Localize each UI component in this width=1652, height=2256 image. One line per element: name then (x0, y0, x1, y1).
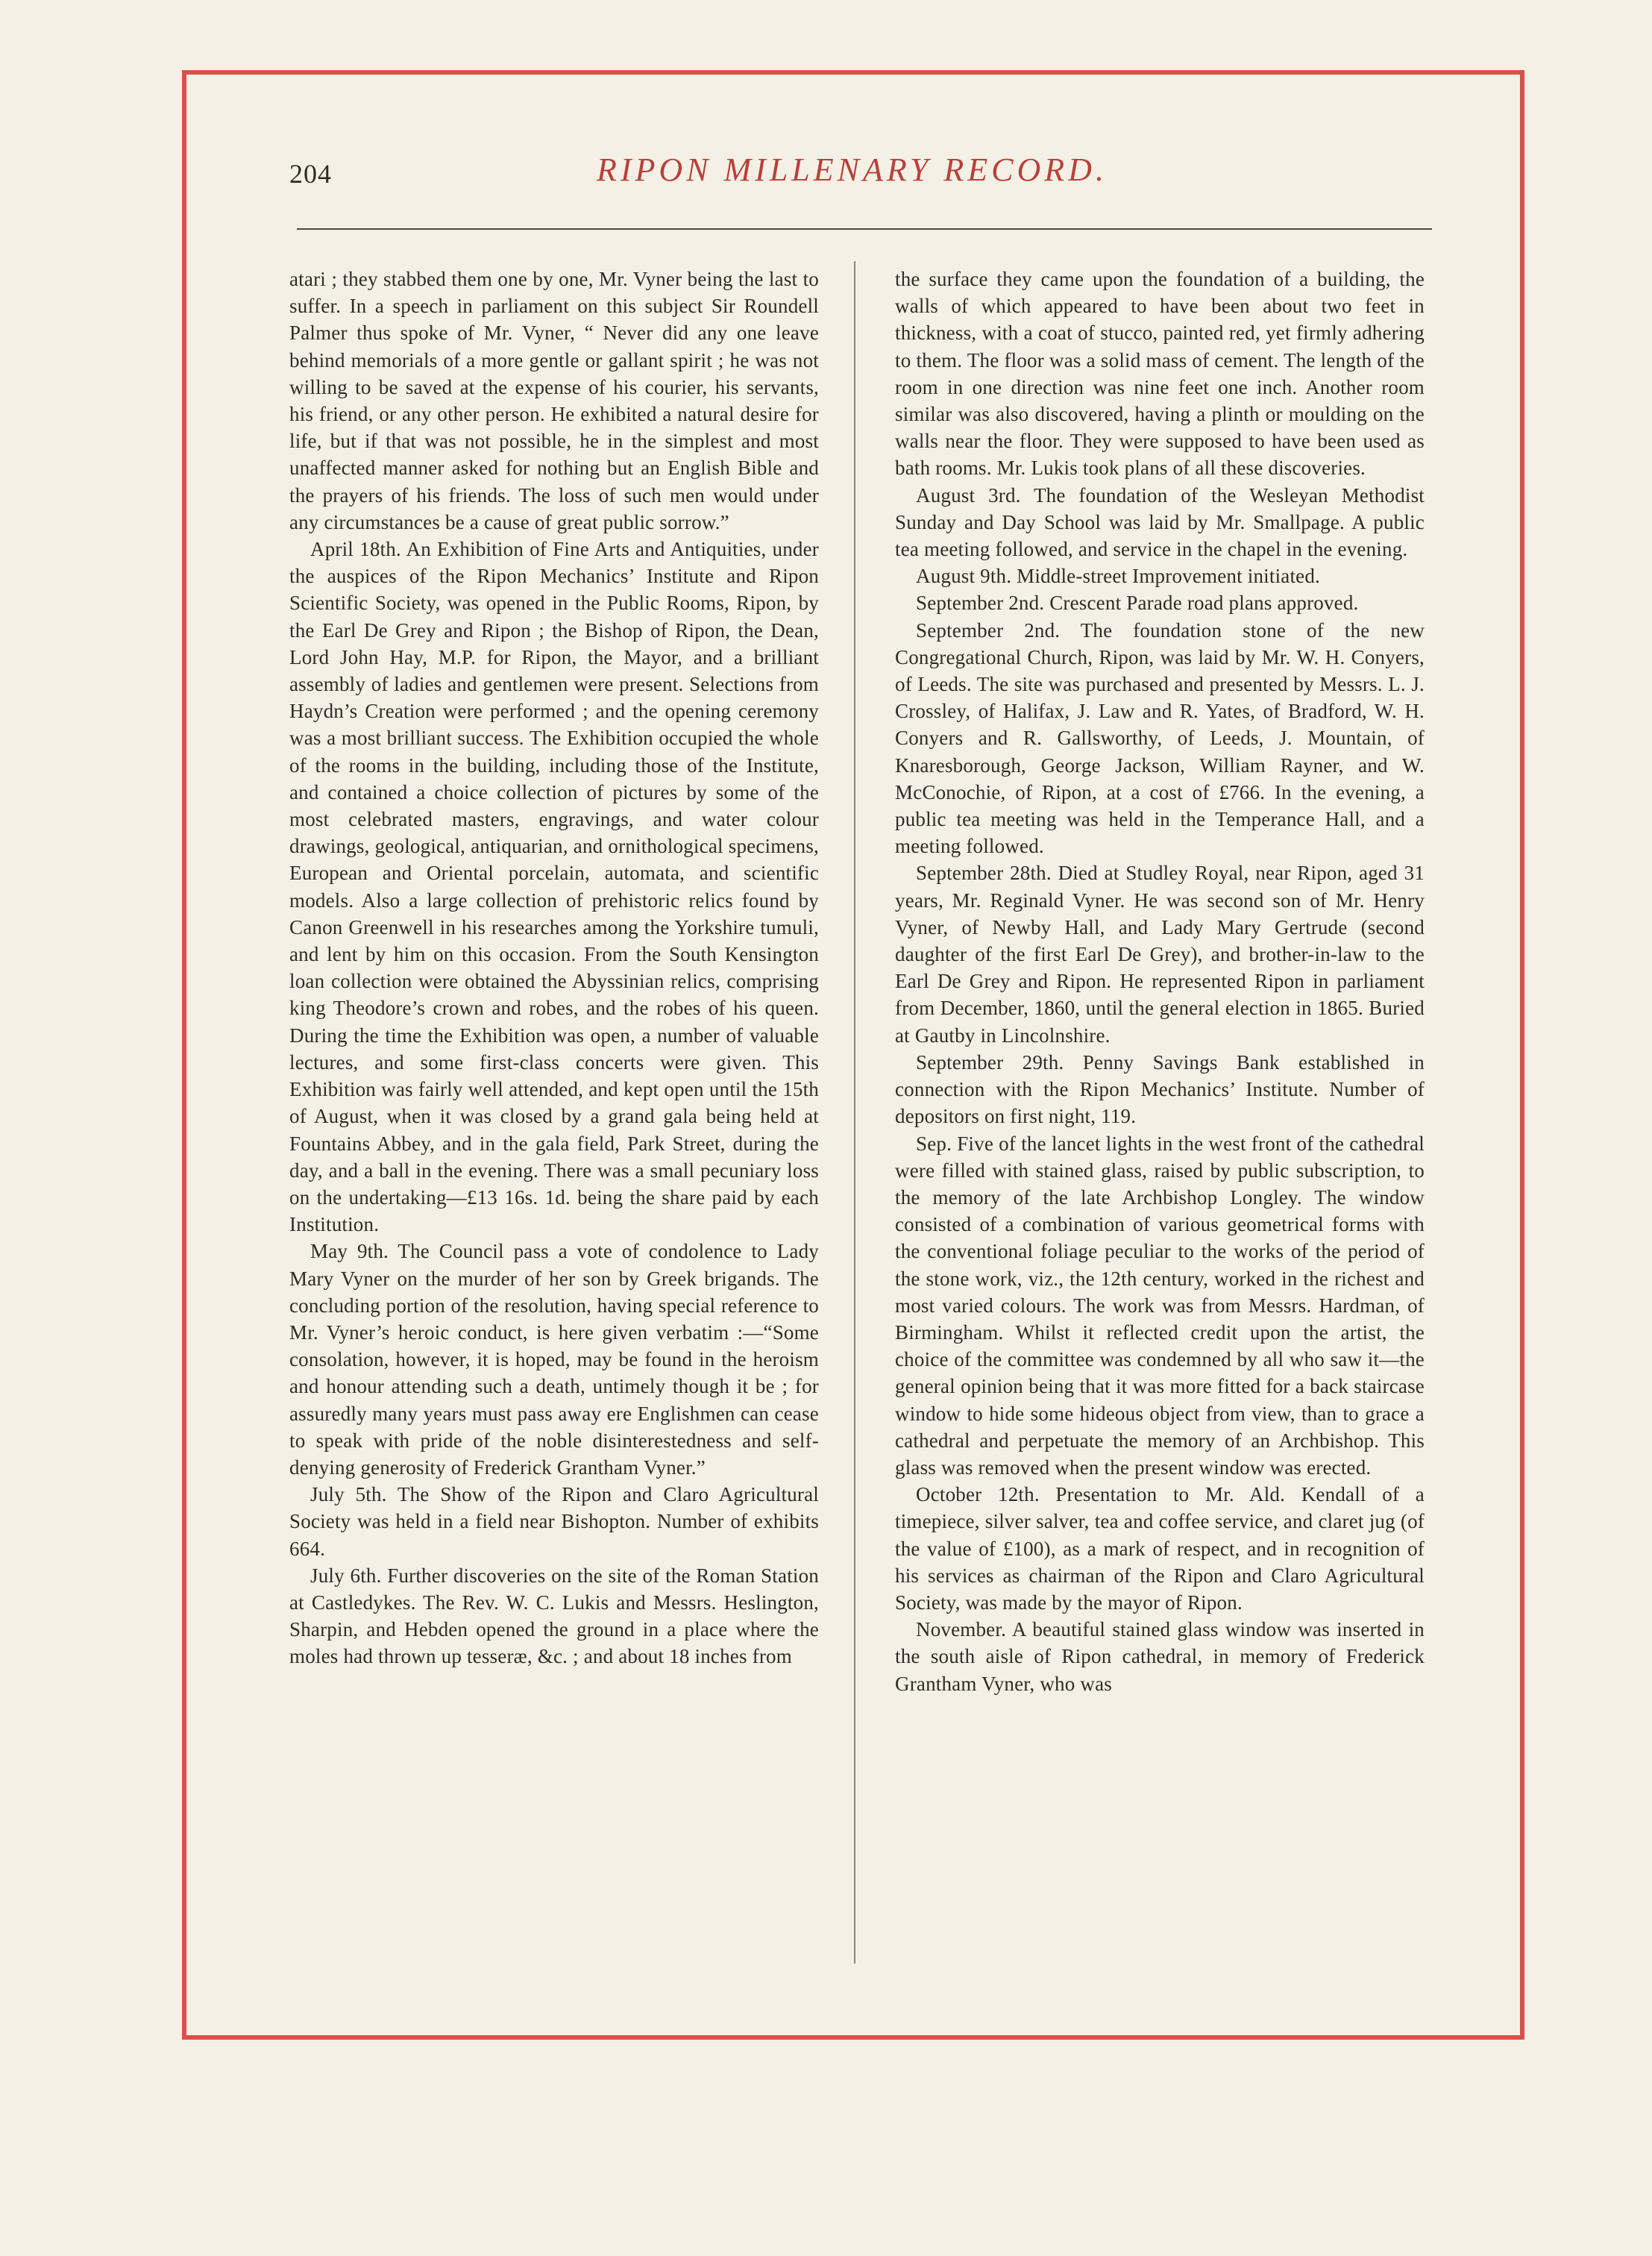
paragraph: September 28th. Died at Studley Royal, near Ripon, aged 31 years, Mr. Reginald Vyner. He was second son of Mr. Henry Vyner, of Newby Hall, and Lady Mary Gertrude (second daughter of the first Earl De Grey), and brother-in-law to the Earl De Grey and Ripon. He represented Ripon in parliament from December, 1860, until the general election in 1865. Buried at Gautby in Lincolnshire. (895, 862, 1425, 1047)
paragraph: September 2nd. Crescent Parade road plans approved. (916, 592, 1359, 615)
page-number: 204 (289, 159, 332, 189)
paragraph: Sep. Five of the lancet lights in the west front of the cathedral were filled with stained glass, raised by public subscription, to the memory of the late Archbishop Longley. The window consisted of a combination of various geometrical forms with the conventional foliage peculiar to the works of the period of the stone work, viz., the 12th century, worked in the richest and most varied colours. The work was from Messrs. Hardman, of Birmingham. Whilst it reflected credit upon the artist, the choice of the committee was condemned by all who saw it—the general opinion being that it was more fitted for a back staircase window to hide some hideous object from view, than to grace a cathedral and perpetuate the memory of an Archbishop. This glass was removed when the present window was erected. (895, 1132, 1425, 1479)
left-column (289, 266, 819, 1670)
paragraph: August 3rd. The foundation of the Wesleyan Methodist Sunday and Day School was laid by Mr. Smallpage. A public tea meeting followed, and service in the chapel in the evening. (895, 483, 1425, 561)
paragraph: September 2nd. The foundation stone of the new Congregational Church, Ripon, was laid by Mr. W. H. Conyers, of Leeds. The site was purchased and presented by Messrs. L. J. Crossley, of Halifax, J. Law and R. Yates, of Bradford, W. H. Conyers and R. Gallsworthy, of Leeds, J. Mountain, of Knaresborough, George Jackson, William Rayner, and W. McConochie, of Ripon, at a cost of £766. In the evening, a public tea meeting was held in the Temperance Hall, and a meeting followed. (895, 618, 1425, 858)
paragraph: September 29th. Penny Savings Bank established in connection with the Ripon Mechanics’ Institute. Number of depositors on first night, 119. (895, 1050, 1425, 1128)
paragraph: the surface they came upon the foundation of a building, the walls of which appeared to have been about two feet in thickness, with a coat of stucco, painted red, yet firmly adhering to them. The floor was a solid mass of cement. The length of the room in one direction was nine feet one inch. Another room similar was also discovered, having a plinth or moulding on the walls near the floor. They were supposed to have been used as bath rooms. Mr. Lukis took plans of all these discoveries. (895, 268, 1425, 480)
column-divider (854, 261, 855, 1964)
paragraph: October 12th. Presentation to Mr. Ald. Kendall of a timepiece, silver salver, tea and coffee service, and claret jug (of the value of £100), as a mark of respect, and in recognition of his services as chairman of the Ripon and Claro Agricultural Society, was made by the mayor of Ripon. (895, 1483, 1425, 1614)
header-rule (297, 228, 1432, 230)
running-title: RIPON MILLENARY RECORD. (597, 151, 1108, 188)
paragraph: April 18th. An Exhibition of Fine Arts and Antiquities, under the auspices of the Ripon Mechanics’ Institute and Ripon Scientific Society, was opened in the Public Rooms, Ripon, by the Earl De Grey and Ripon ; the Bishop of Ripon, the Dean, Lord John Hay, M.P. for Ripon, the Mayor, and a brilliant assembly of ladies and gentlemen were present. Selections from Haydn’s Creation were performed ; and the opening ceremony was a most brilliant success. The Exhibition occupied the whole of the rooms in the building, including those of the Institute, and contained a choice collection of pictures by some of the most celebrated masters, engravings, and water colour drawings, geological, antiquarian, and ornithological specimens, European and Oriental porcelain, automata, and scientific models. Also a large collection of prehistoric relics found by Canon Greenwell in his researches among the Yorkshire tumuli, and lent by him on this occasion. From the South Kensington loan collection were obtained the Abyssinian relics, comprising king Theodore’s crown and robes, and the robes of his queen. During the time the Exhibition was open, a number of valuable lectures, and some first-class concerts were given. This Exhibition was fairly well attended, and kept open until the 15th of August, when it was closed by a grand gala being held at Fountains Abbey, and in the gala field, Park Street, during the day, and a ball in the evening. There was a small pecuniary loss on the undertaking—£13 16s. 1d. being the share paid by each Institution. (289, 538, 819, 1236)
page-header (283, 151, 1432, 210)
paragraph: July 5th. The Show of the Ripon and Claro Agricultural Society was held in a field near Bishopton. Number of exhibits 664. (289, 1483, 819, 1560)
paragraph: atari ; they stabbed them one by one, Mr. Vyner being the last to suffer. In a speech in parliament on this subject Sir Roundell Palmer thus spoke of Mr. Vyner, “ Never did any one leave behind memorials of a more gentle or gallant spirit ; he was not willing to be saved at the expense of his courier, his servants, his friend, or any other person. He exhibited a natural desire for life, but if that was not possible, he in the simplest and most unaffected manner asked for nothing but an English Bible and the prayers of his friends. The loss of such men would under any circumstances be a cause of great public sorrow.” (289, 268, 819, 533)
paragraph: May 9th. The Council pass a vote of condolence to Lady Mary Vyner on the murder of her son by Greek brigands. The concluding portion of the resolution, having special reference to Mr. Vyner’s heroic conduct, is here given verbatim :—“Some consolation, however, it is hoped, may be found in the heroism and honour attending such a death, untimely though it be ; for assuredly many years must pass away ere Englishmen can cease to speak with pride of the noble disinterestedness and self-denying generosity of Frederick Grantham Vyner.” (289, 1240, 819, 1479)
paragraph: July 6th. Further discoveries on the site of the Roman Station at Castledykes. The Rev. W. C. Lukis and Messrs. Heslington, Sharpin, and Hebden opened the ground in a place where the moles had thrown up tesseræ, &c. ; and about 18 inches from (289, 1564, 819, 1668)
paragraph: November. A beautiful stained glass window was inserted in the south aisle of Ripon cathedral, in memory of Frederick Grantham Vyner, who was (895, 1618, 1425, 1695)
right-column (895, 266, 1425, 1697)
paragraph: August 9th. Middle-street Improvement initiated. (916, 565, 1320, 588)
